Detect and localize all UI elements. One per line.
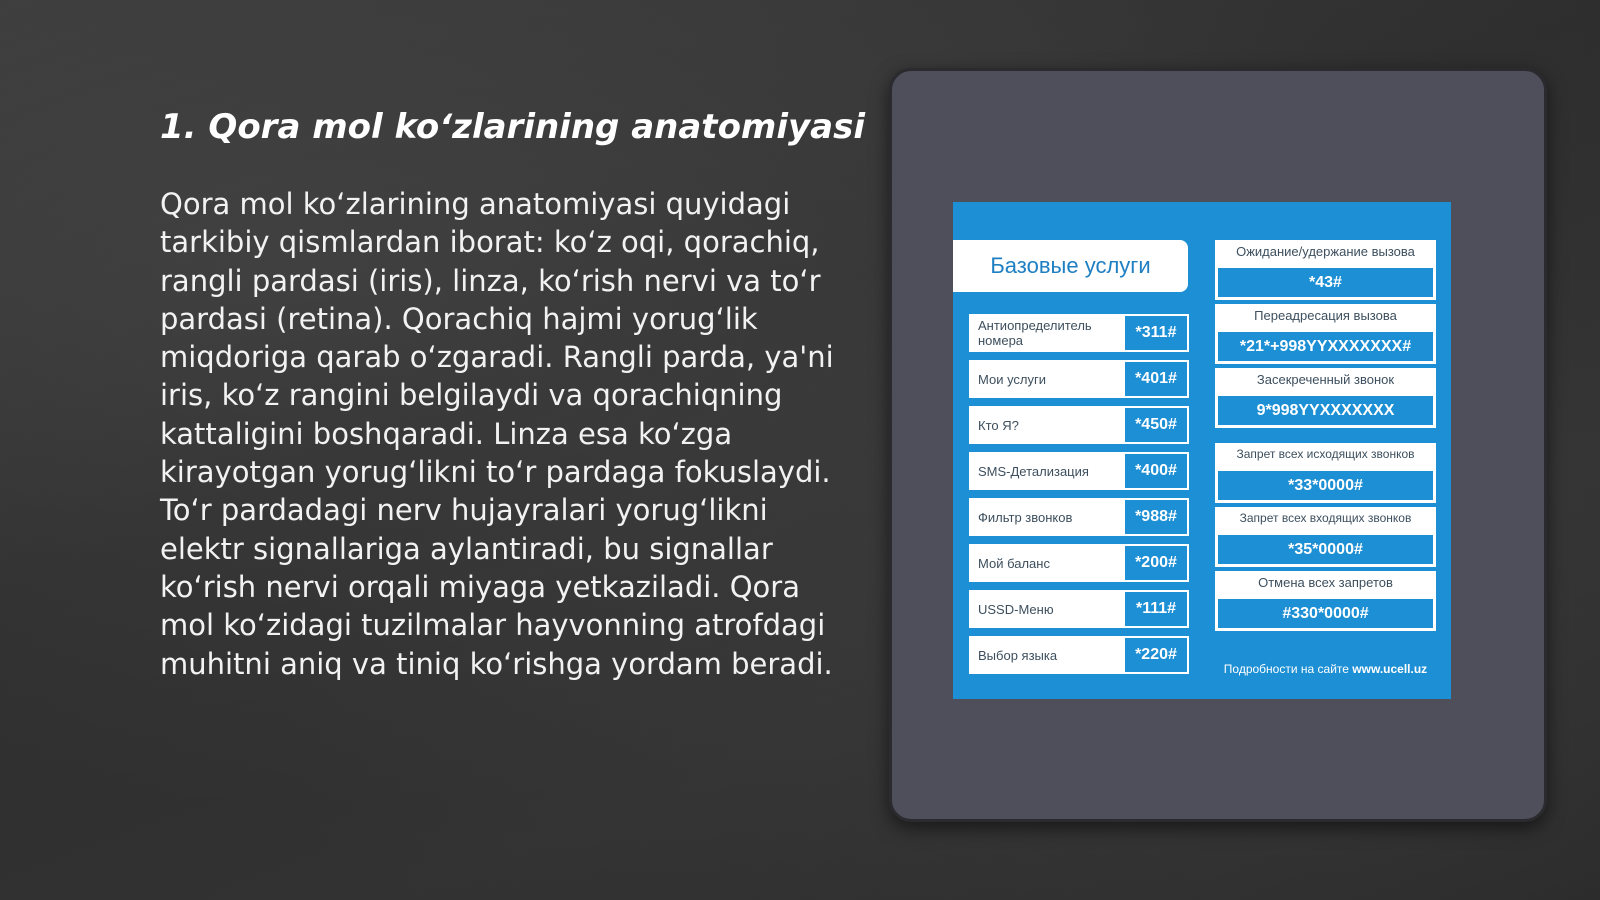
- service-row: [969, 590, 1189, 628]
- service-code: *200#: [1125, 546, 1187, 580]
- service-name: Выбор языка: [978, 647, 1058, 663]
- slide-title: 1. Qora mol ko‘zlarining anatomiyasi: [160, 107, 866, 147]
- service-name: Антиопределитель номера: [978, 318, 1092, 348]
- service-code: *220#: [1125, 638, 1187, 672]
- service-code: *401#: [1125, 362, 1187, 396]
- feature-code: *35*0000#: [1218, 535, 1433, 564]
- service-name: Фильтр звонков: [978, 509, 1073, 525]
- feature-label: Отмена всех запретов: [1258, 575, 1393, 590]
- feature-code: *33*0000#: [1218, 471, 1433, 500]
- feature-block: [1215, 443, 1436, 503]
- service-code: *450#: [1125, 408, 1187, 442]
- footer-text: Подробности на сайте: [1223, 662, 1349, 676]
- service-row: [969, 452, 1189, 490]
- service-row: [969, 406, 1189, 444]
- service-code: *400#: [1125, 454, 1187, 488]
- service-name: SMS-Детализация: [978, 463, 1089, 479]
- footer-website: www.ucell.uz: [1352, 662, 1428, 676]
- service-name: Кто Я?: [978, 417, 1019, 433]
- service-code: *311#: [1125, 316, 1187, 350]
- card-header: Базовые услуги: [953, 240, 1188, 292]
- call-features-list: [1215, 240, 1436, 635]
- service-name: Мой баланс: [978, 555, 1050, 571]
- feature-block: [1215, 571, 1436, 631]
- feature-label: Запрет всех исходящих звонков: [1236, 447, 1415, 461]
- feature-block: [1215, 240, 1436, 300]
- service-row: [969, 498, 1189, 536]
- feature-code: *21*+998YYXXXXXXX#: [1218, 332, 1433, 361]
- feature-block: [1215, 507, 1436, 567]
- service-row: [969, 636, 1189, 674]
- card-footer: [1215, 662, 1436, 676]
- feature-block: [1215, 304, 1436, 364]
- feature-block: [1215, 368, 1436, 428]
- image-frame: [889, 68, 1547, 822]
- basic-services-list: [969, 314, 1189, 682]
- feature-label: Запрет всех входящих звонков: [1239, 511, 1412, 525]
- service-name: USSD-Меню: [978, 601, 1054, 617]
- feature-code: 9*998YYXXXXXXX: [1218, 396, 1433, 425]
- service-row: [969, 314, 1189, 352]
- service-code: *111#: [1125, 592, 1187, 626]
- feature-label: Засекреченный звонок: [1256, 372, 1395, 387]
- service-name: Мои услуги: [978, 371, 1047, 387]
- feature-code: #330*0000#: [1218, 599, 1433, 628]
- feature-code: *43#: [1218, 268, 1433, 297]
- service-code: *988#: [1125, 500, 1187, 534]
- slide-body-text: Qora mol ko‘zlarining anatomiyasi quyidagi tarkibiy qismlardan iborat: ko‘z oqi, qorachiq, rangli pardasi (iris), linza, ko‘rish nervi va to‘r pardasi (retina). Qorachiq hajmi yorug‘lik miqdoriga qarab o‘zgaradi. Rangli parda, ya'ni iris, ko‘z rangini belgilaydi va qorachiqning kattaligini boshqaradi. Linza esa ko‘zga kirayotgan yorug‘likni to‘r pardaga fokuslaydi. To‘r pardadagi nerv hujayralari yorug‘likni elektr signallariga aylantiradi, bu signallar ko‘rish nervi orqali miyaga yetkaziladi. Qora mol ko‘zidagi tuzilmalar hayvonning atrofdagi muhitni aniq va tiniq ko‘rishga yordam beradi.: [160, 187, 834, 681]
- service-row: [969, 544, 1189, 582]
- ussd-services-card: [953, 202, 1451, 699]
- feature-label: Ожидание/удержание вызова: [1236, 244, 1415, 259]
- feature-label: Переадресация вызова: [1254, 308, 1397, 323]
- service-row: [969, 360, 1189, 398]
